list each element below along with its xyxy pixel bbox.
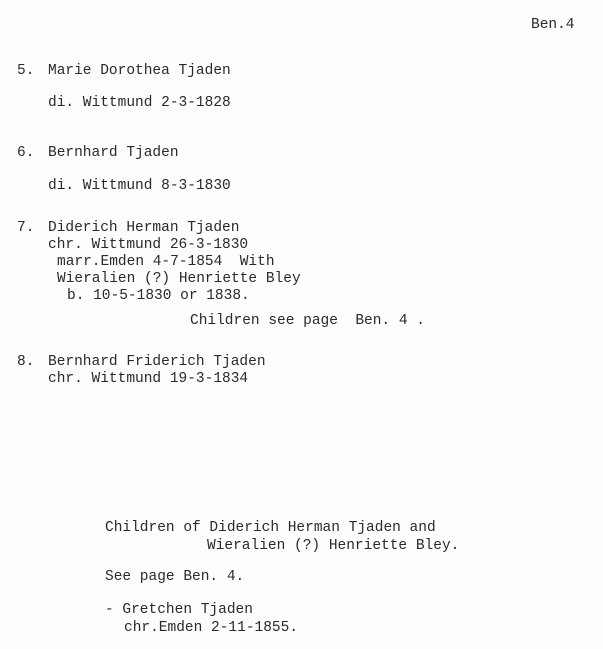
entry-5-name: Marie Dorothea Tjaden (48, 63, 231, 79)
children-heading-line-2: Wieralien (?) Henriette Bley. (207, 538, 460, 554)
children-see-page: See page Ben. 4. (105, 569, 245, 585)
entry-7-name: Diderich Herman Tjaden (48, 220, 240, 236)
entry-7-detail-1: chr. Wittmund 26-3-1830 (48, 237, 249, 253)
child-detail: chr.Emden 2-11-1855. (124, 620, 299, 636)
entry-6-name: Bernhard Tjaden (48, 145, 179, 161)
child-name: - Gretchen Tjaden (105, 602, 253, 618)
entry-6-detail-1: di. Wittmund 8-3-1830 (48, 178, 231, 194)
entry-7-children-note: Children see page Ben. 4 . (190, 313, 425, 329)
children-heading-line-1: Children of Diderich Herman Tjaden and (105, 520, 436, 536)
entry-5-detail-1: di. Wittmund 2-3-1828 (48, 95, 231, 111)
entry-7-number: 7. (17, 220, 35, 236)
entry-8-number: 8. (17, 354, 35, 370)
entry-7-detail-3: Wieralien (?) Henriette Bley (57, 271, 301, 287)
entry-5-number: 5. (17, 63, 35, 79)
page-reference: Ben.4 (531, 17, 575, 33)
entry-8-detail-1: chr. Wittmund 19-3-1834 (48, 371, 249, 387)
entry-7-detail-4: b. 10-5-1830 or 1838. (67, 288, 250, 304)
entry-8-name: Bernhard Friderich Tjaden (48, 354, 266, 370)
entry-7-detail-2: marr.Emden 4-7-1854 With (57, 254, 275, 270)
entry-6-number: 6. (17, 145, 35, 161)
